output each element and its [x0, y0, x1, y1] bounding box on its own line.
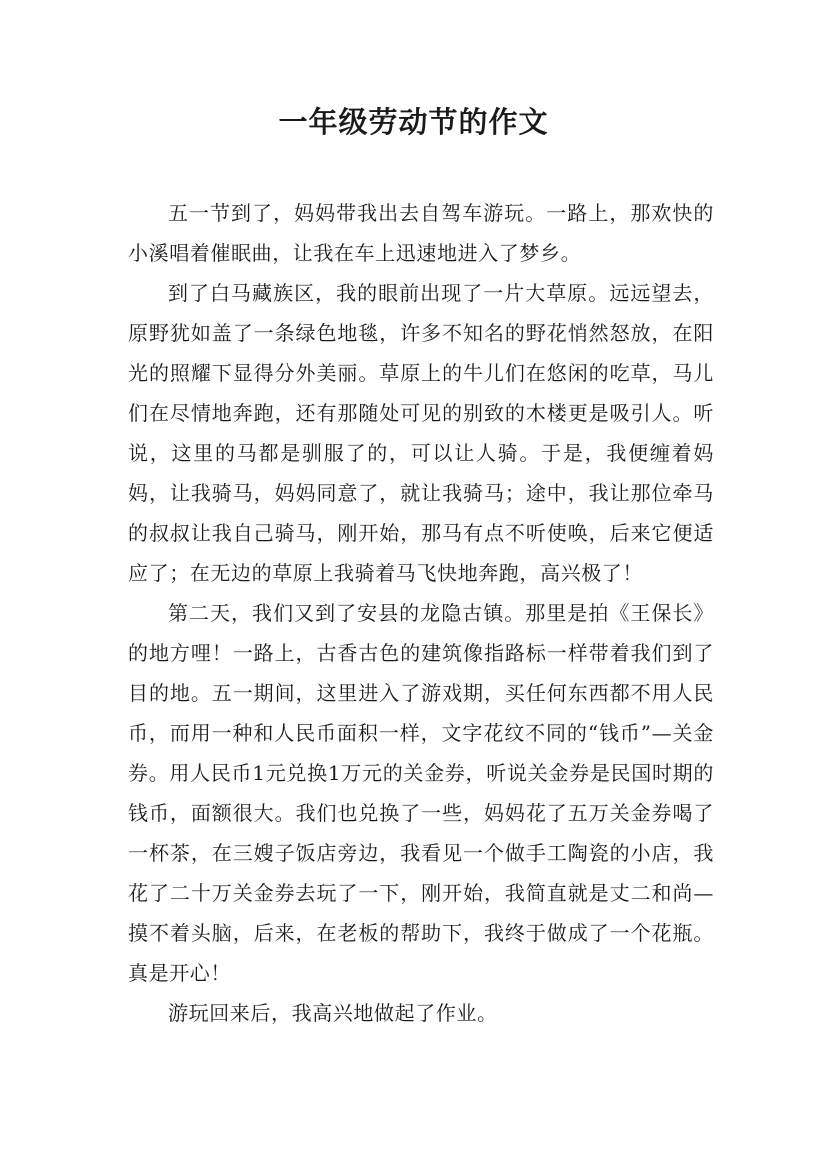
paragraph-4: 游玩回来后，我高兴地做起了作业。: [168, 1001, 498, 1025]
document-title: 一年级劳动节的作文: [278, 105, 549, 139]
paragraph-2: 到了白马藏族区，我的眼前出现了一片大草原。远远望去，原野犹如盖了一条绿色地毯，许多不知名的野花悄然怒放，在阳光的照耀下显得分外美丽。草原上的牛儿们在悠闲的吃草，马儿们在尽情地奔跑，还有那随处可见的别致的木楼更是吸引人。听说，这里的马都是驯服了的，可以让人骑。于是，我便缠着妈妈，让我骑马，妈妈同意了，就让我骑马；途中，我让那位牵马的叔叔让我自己骑马，刚开始，那马有点不听使唤，后来它便适应了；在无边的草原上我骑着马飞快地奔跑，高兴极了！: [128, 281, 714, 585]
paragraph-3: 第二天，我们又到了安县的龙隐古镇。那里是拍《王保长》的地方哩！一路上，古香古色的建筑像指路标一样带着我们到了目的地。五一期间，这里进入了游戏期，买任何东西都不用人民币，而用一种和人民币面积一样，文字花纹不同的“钱币”—关金券。用人民币1元兑换1万元的关金券，听说关金券是民国时期的钱币，面额很大。我们也兑换了一些，妈妈花了五万关金券喝了一杯茶，在三嫂子饭店旁边，我看见一个做手工陶瓷的小店，我花了二十万关金券去玩了一下，刚开始，我简直就是丈二和尚—摸不着头脑，后来，在老板的帮助下，我终于做成了一个花瓶。真是开心！: [128, 601, 714, 985]
essay-body: [128, 193, 714, 1033]
paragraph-1: 五一节到了，妈妈带我出去自驾车游玩。一路上，那欢快的小溪唱着催眠曲，让我在车上迅速地进入了梦乡。: [128, 201, 714, 265]
